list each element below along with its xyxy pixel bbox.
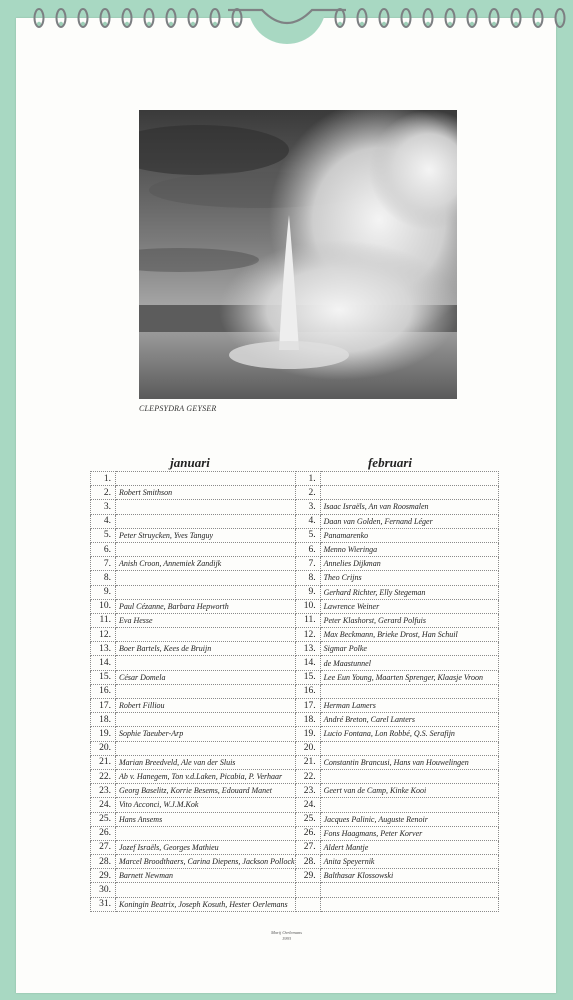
day-number (295, 883, 320, 897)
calendar-row (91, 500, 499, 514)
calendar-row (91, 883, 499, 897)
spiral-ring (233, 9, 242, 27)
birthday-names: Marcel Broodthaers, Carina Diepens, Jackson Pollock (116, 855, 296, 869)
birthday-names: Daan van Golden, Fernand Léger (320, 514, 498, 528)
birthday-names (116, 713, 296, 727)
calendar-row (91, 812, 499, 826)
birthday-names (116, 883, 296, 897)
spiral-ring (211, 9, 220, 27)
day-number: 31. (91, 897, 116, 911)
day-number: 22. (295, 769, 320, 783)
publication-year: 1993 (282, 936, 291, 941)
birthday-names: Fons Haagmans, Peter Korver (320, 826, 498, 840)
birthday-names: Isaac Israëls, An van Roosmalen (320, 500, 498, 514)
calendar-row (91, 528, 499, 542)
birthday-names: Annelies Dijkman (320, 557, 498, 571)
day-number: 10. (91, 599, 116, 613)
birthday-names (116, 628, 296, 642)
birthday-names: Theo Crijns (320, 571, 498, 585)
birthday-names: Anita Speyernik (320, 855, 498, 869)
spiral-ring (57, 9, 66, 27)
calendar-row (91, 472, 499, 486)
calendar-row (91, 769, 499, 783)
day-number: 20. (91, 741, 116, 755)
day-number: 14. (91, 656, 116, 670)
birthday-names (116, 571, 296, 585)
calendar-row (91, 897, 499, 911)
birthday-names: Max Beckmann, Brieke Drost, Han Schuil (320, 628, 498, 642)
birthday-names (116, 472, 296, 486)
day-number (295, 897, 320, 911)
day-number: 5. (295, 528, 320, 542)
day-number: 24. (295, 798, 320, 812)
calendar-row (91, 557, 499, 571)
calendar-row (91, 826, 499, 840)
day-number: 2. (91, 486, 116, 500)
day-number: 25. (91, 812, 116, 826)
day-number: 9. (295, 585, 320, 599)
day-number: 25. (295, 812, 320, 826)
calendar-row (91, 699, 499, 713)
birthday-names (116, 741, 296, 755)
day-number: 6. (295, 542, 320, 556)
day-number: 11. (91, 613, 116, 627)
calendar-row (91, 798, 499, 812)
birthday-names (320, 486, 498, 500)
birthday-names: Lee Eun Young, Maarten Sprenger, Klaasje Vroon (320, 670, 498, 684)
day-number: 27. (91, 840, 116, 854)
day-number: 29. (295, 869, 320, 883)
birthday-names: Sigmar Polke (320, 642, 498, 656)
day-number: 5. (91, 528, 116, 542)
day-number: 20. (295, 741, 320, 755)
day-number: 21. (91, 755, 116, 769)
birthday-names: Georg Baselitz, Korrie Besems, Edouard Manet (116, 784, 296, 798)
birthday-names: Ab v. Hanegem, Ton v.d.Laken, Picabia, P. Verhaar (116, 769, 296, 783)
calendar-row (91, 670, 499, 684)
birthday-names: Constantin Brancusi, Hans van Houwelingen (320, 755, 498, 769)
birthday-names (320, 769, 498, 783)
day-number: 17. (295, 699, 320, 713)
birthday-names: Barnett Newman (116, 869, 296, 883)
calendar-row (91, 684, 499, 698)
spiral-ring (79, 9, 88, 27)
spiral-ring (424, 9, 433, 27)
birthday-names (116, 500, 296, 514)
day-number: 15. (295, 670, 320, 684)
birthday-names: Menno Wieringa (320, 542, 498, 556)
birthday-names: Jozef Israëls, Georges Mathieu (116, 840, 296, 854)
geyser-photo (139, 110, 457, 399)
birthday-names: de Maastunnel (320, 656, 498, 670)
month-title-februari: februari (367, 455, 413, 470)
calendar-row (91, 869, 499, 883)
birthday-names: Boer Bartels, Kees de Bruijn (116, 642, 296, 656)
birthday-names (116, 585, 296, 599)
spiral-ring (336, 9, 345, 27)
calendar-table (90, 471, 499, 912)
publisher-name: Marij Oerlemans (270, 930, 303, 935)
day-number: 13. (295, 642, 320, 656)
day-number: 1. (91, 472, 116, 486)
spiral-ring (446, 9, 455, 27)
photo-caption: CLEPSYDRA GEYSER (139, 404, 217, 413)
birthday-names (320, 798, 498, 812)
day-number: 29. (91, 869, 116, 883)
day-number: 6. (91, 542, 116, 556)
calendar-row (91, 571, 499, 585)
day-number: 27. (295, 840, 320, 854)
birthday-names: Vito Acconci, W.J.M.Kok (116, 798, 296, 812)
birthday-names: Balthasar Klossowski (320, 869, 498, 883)
birthday-names: Aldert Mantje (320, 840, 498, 854)
month-title-januari: januari (170, 455, 210, 470)
day-number: 17. (91, 699, 116, 713)
birthday-names: Eva Hesse (116, 613, 296, 627)
day-number: 1. (295, 472, 320, 486)
day-number: 19. (91, 727, 116, 741)
day-number: 12. (91, 628, 116, 642)
day-number: 7. (295, 557, 320, 571)
calendar-row (91, 855, 499, 869)
birthday-names: Panamarenko (320, 528, 498, 542)
day-number: 7. (91, 557, 116, 571)
spiral-binding (0, 0, 573, 40)
day-number: 23. (295, 784, 320, 798)
birthday-names: Jacques Palinic, Auguste Renoir (320, 812, 498, 826)
spiral-ring (380, 9, 389, 27)
day-number: 28. (295, 855, 320, 869)
day-number: 13. (91, 642, 116, 656)
calendar-row (91, 613, 499, 627)
calendar-row (91, 727, 499, 741)
birthday-names: Paul Cézanne, Barbara Hepworth (116, 599, 296, 613)
day-number: 12. (295, 628, 320, 642)
birthday-names (116, 514, 296, 528)
spiral-ring (189, 9, 198, 27)
birthday-names: Geert van de Camp, Kinke Kooi (320, 784, 498, 798)
publisher-credit (0, 930, 573, 942)
birthday-names (116, 684, 296, 698)
spiral-ring (556, 9, 565, 27)
day-number: 8. (295, 571, 320, 585)
calendar-row (91, 713, 499, 727)
birthday-names: Sophie Taeuber-Arp (116, 727, 296, 741)
birthday-names: Lawrence Weiner (320, 599, 498, 613)
birthday-names: Marian Breedveld, Ale van der Sluis (116, 755, 296, 769)
birthday-names: Herman Lamers (320, 699, 498, 713)
day-number: 19. (295, 727, 320, 741)
day-number: 9. (91, 585, 116, 599)
day-number: 4. (91, 514, 116, 528)
day-number: 16. (91, 684, 116, 698)
day-number: 23. (91, 784, 116, 798)
spiral-ring (167, 9, 176, 27)
calendar-row (91, 486, 499, 500)
day-number: 3. (91, 500, 116, 514)
calendar-row (91, 656, 499, 670)
day-number: 2. (295, 486, 320, 500)
day-number: 18. (91, 713, 116, 727)
day-number: 24. (91, 798, 116, 812)
birthday-names: Robert Filliou (116, 699, 296, 713)
birthday-names (320, 472, 498, 486)
birthday-names (320, 897, 498, 911)
birthday-names (320, 883, 498, 897)
day-number: 15. (91, 670, 116, 684)
birthday-names: André Breton, Carel Lanters (320, 713, 498, 727)
birthday-names: Anish Croon, Annemiek Zandijk (116, 557, 296, 571)
spiral-ring (534, 9, 543, 27)
day-number: 18. (295, 713, 320, 727)
calendar-row (91, 755, 499, 769)
birthday-names: Peter Klashorst, Gerard Polfuis (320, 613, 498, 627)
spiral-ring (101, 9, 110, 27)
calendar-row (91, 840, 499, 854)
day-number: 30. (91, 883, 116, 897)
spiral-ring (35, 9, 44, 27)
day-number: 26. (91, 826, 116, 840)
calendar-row (91, 784, 499, 798)
day-number: 16. (295, 684, 320, 698)
birthday-names: Lucio Fontana, Lon Robbé, Q.S. Serafijn (320, 727, 498, 741)
calendar-row (91, 585, 499, 599)
day-number: 8. (91, 571, 116, 585)
spiral-ring (123, 9, 132, 27)
day-number: 4. (295, 514, 320, 528)
birthday-names (116, 656, 296, 670)
day-number: 22. (91, 769, 116, 783)
birthday-names: César Domela (116, 670, 296, 684)
spiral-ring (490, 9, 499, 27)
spiral-ring (468, 9, 477, 27)
spiral-ring (145, 9, 154, 27)
birthday-names (116, 542, 296, 556)
day-number: 10. (295, 599, 320, 613)
calendar-row (91, 628, 499, 642)
calendar-row (91, 741, 499, 755)
calendar-row (91, 514, 499, 528)
day-number: 14. (295, 656, 320, 670)
calendar-row (91, 542, 499, 556)
day-number: 21. (295, 755, 320, 769)
day-number: 26. (295, 826, 320, 840)
calendar-row (91, 599, 499, 613)
birthday-names: Gerhard Richter, Elly Stegeman (320, 585, 498, 599)
birthday-names: Peter Struycken, Yves Tanguy (116, 528, 296, 542)
birthday-names: Hans Ansems (116, 812, 296, 826)
spiral-ring (358, 9, 367, 27)
calendar-row (91, 642, 499, 656)
day-number: 3. (295, 500, 320, 514)
birthday-names: Koningin Beatrix, Joseph Kosuth, Hester Oerlemans (116, 897, 296, 911)
birthday-names (320, 684, 498, 698)
day-number: 11. (295, 613, 320, 627)
birthday-names (320, 741, 498, 755)
day-number: 28. (91, 855, 116, 869)
birthday-names: Robert Smithson (116, 486, 296, 500)
birthday-names (116, 826, 296, 840)
hanger-wire (228, 10, 346, 23)
spiral-ring (402, 9, 411, 27)
spiral-ring (512, 9, 521, 27)
